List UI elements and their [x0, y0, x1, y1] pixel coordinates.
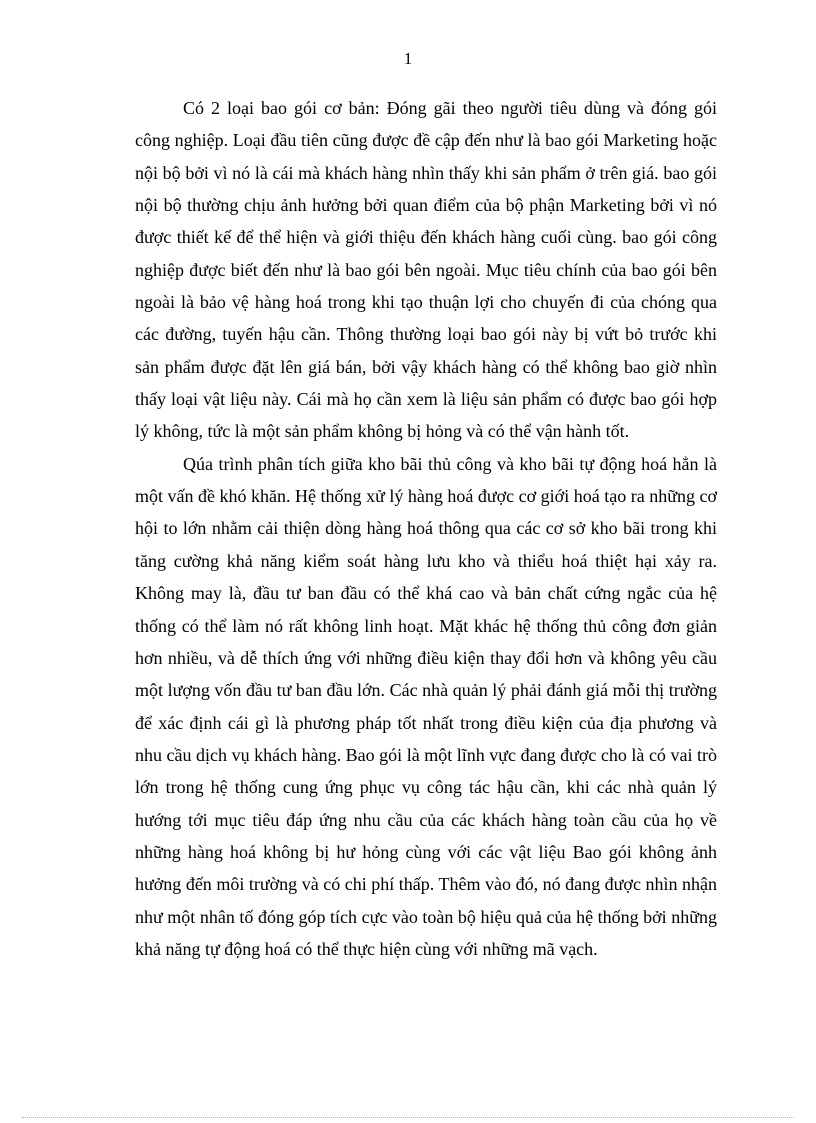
document-body [135, 92, 717, 965]
page-number: 1 [403, 49, 413, 68]
page-bottom-divider [22, 1117, 794, 1118]
paragraph-packaging-types: Có 2 loại bao gói cơ bản: Đóng gãi theo người tiêu dùng và đóng gói công nghiệp. Loại đầu tiên cũng được đề cập đến như là bao gói Marketing hoặc nội bộ bởi vì nó là cái mà khách hàng nhìn thấy khi sản phẩm ở trên giá. bao gói nội bộ thường chịu ảnh hưởng bởi quan điểm của bộ phận Marketing bởi vì nó được thiết kế để thể hiện và giới thiệu đến khách hàng cuối cùng. bao gói công nghiệp được biết đến như là bao gói bên ngoài. Mục tiêu chính của bao gói bên ngoài là bảo vệ hàng hoá trong khi tạo thuận lợi cho chuyến đi của chóng qua các đường, tuyến hậu cần. Thông thường loại bao gói này bị vứt bỏ trước khi sản phẩm được đặt lên giá bán, bởi vậy khách hàng có thể không bao giờ nhìn thấy loại vật liệu này. Cái mà họ cần xem là liệu sản phẩm có được bao gói hợp lý không, tức là một sản phẩm không bị hỏng và có thể vận hành tốt. [135, 98, 717, 442]
paragraph-warehouse-analysis: Qúa trình phân tích giữa kho bãi thủ công và kho bãi tự động hoá hẳn là một vấn đề khó khăn. Hệ thống xử lý hàng hoá được cơ giới hoá tạo ra những cơ hội to lớn nhằm cải thiện dòng hàng hoá thông qua các cơ sở kho bãi trong khi tăng cường khả năng kiểm soát hàng lưu kho và thiểu hoá thiệt hại xảy ra. Không may là, đầu tư ban đầu có thể khá cao và bản chất cứng ngắc của hệ thống có thể làm nó rất không linh hoạt. Mặt khác hệ thống thủ công đơn giản hơn nhiều, và dễ thích ứng với những điều kiện thay đổi hơn và không yêu cầu một lượng vốn đầu tư ban đầu lớn. Các nhà quản lý phải đánh giá mỗi thị trường để xác định cái gì là phương pháp tốt nhất trong điều kiện của địa phương và nhu cầu dịch vụ khách hàng. Bao gói là một lĩnh vực đang được cho là có vai trò lớn trong hệ thống cung ứng phục vụ công tác hậu cần, khi các nhà quản lý hướng tới mục tiêu đáp ứng nhu cầu của các khách hàng toàn cầu của họ về những hàng hoá không bị hư hỏng cùng với các vật liệu Bao gói không ảnh hưởng đến môi trường và có chi phí thấp. Thêm vào đó, nó đang được nhìn nhận như một nhân tố đóng góp tích cực vào toàn bộ hiệu quả của hệ thống bởi những khả năng tự động hoá có thể thực hiện cùng với những mã vạch. [135, 453, 717, 959]
